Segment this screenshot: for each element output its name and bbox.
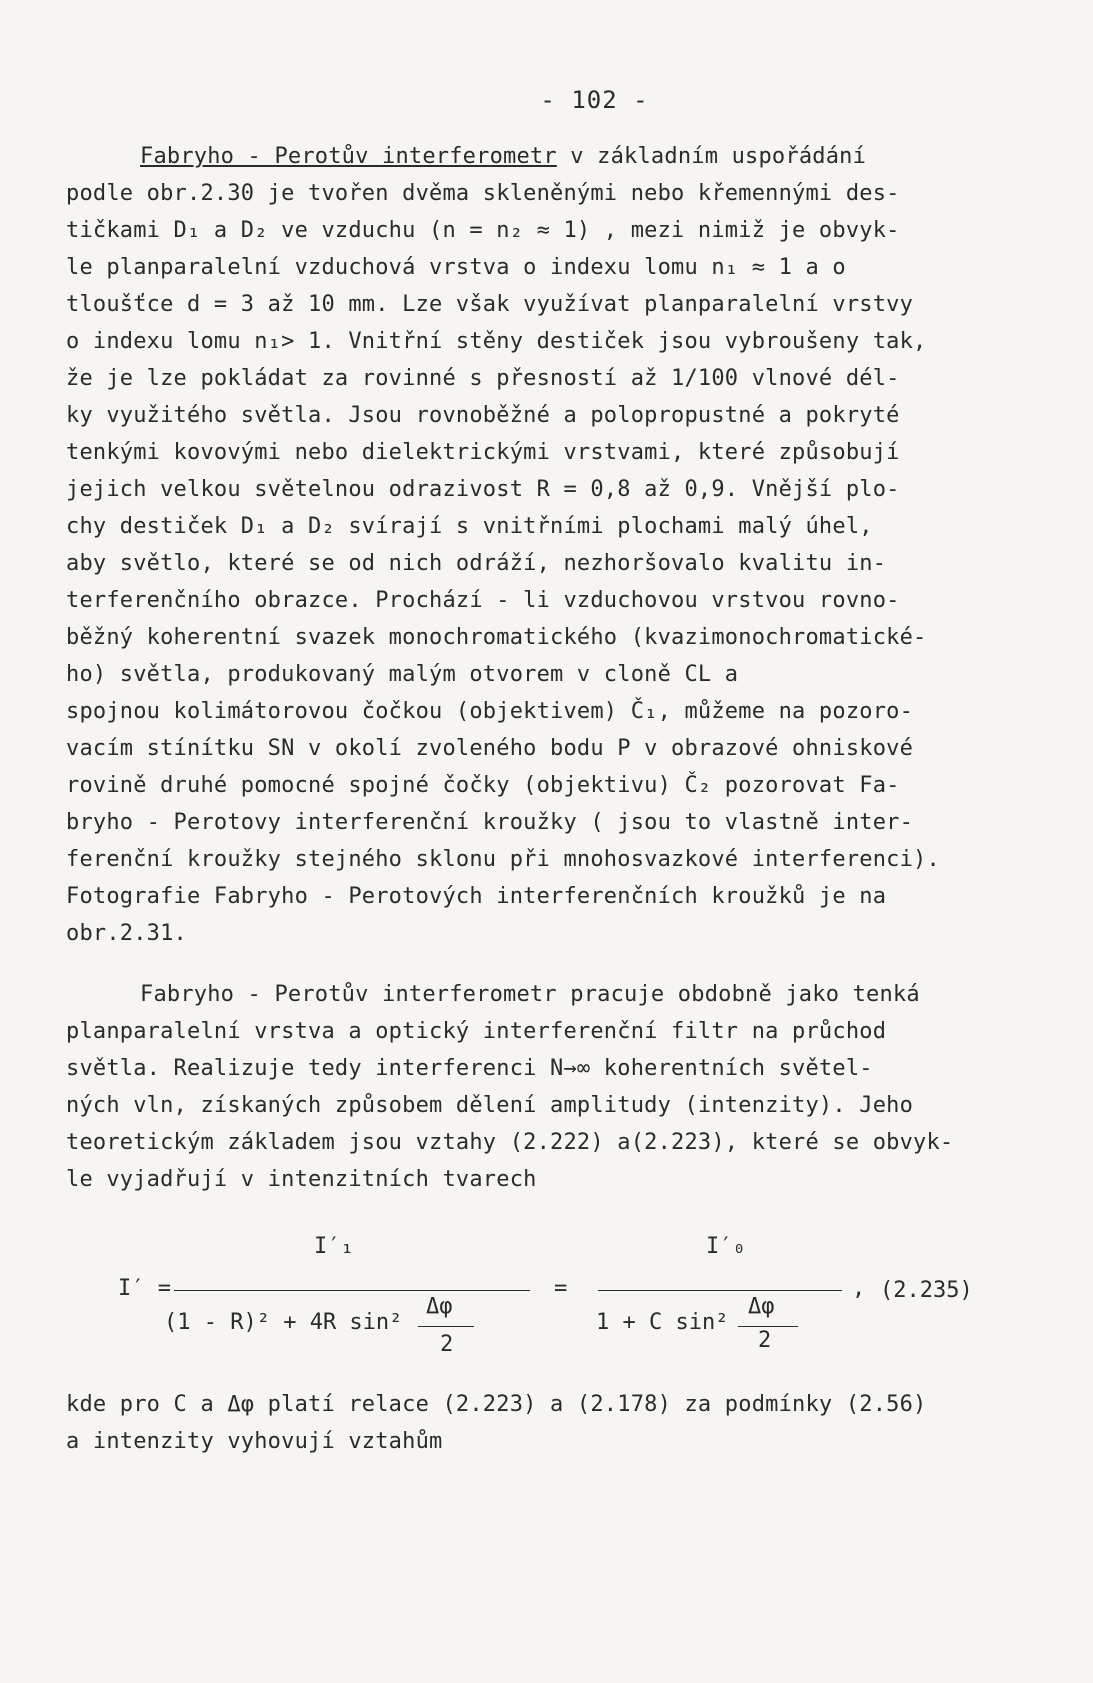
text-line: kde pro C a Δφ platí relace (2.223) a (2.178) za podmínky (2.56) bbox=[66, 1392, 927, 1417]
term-fabry-perot: Fabryho - Perotův interferometr bbox=[140, 144, 557, 169]
text-line: ferenční kroužky stejného sklonu při mnohosvazkové interferenci). bbox=[66, 847, 940, 872]
fraction-1-denominator: (1 - R)² + 4R sin² bbox=[164, 1310, 403, 1335]
equation-comma: , bbox=[852, 1276, 866, 1301]
text-line: le planparalelní vzduchová vrstva o indexu lomu n₁ ≈ 1 a o bbox=[66, 255, 846, 280]
text-line: teoretickým základem jsou vztahy (2.222) a(2.223), které se obvyk- bbox=[66, 1130, 954, 1155]
text-line: chy destiček D₁ a D₂ svírají s vnitřními plochami malý úhel, bbox=[66, 514, 873, 539]
equals-sign: = bbox=[554, 1276, 568, 1301]
inner-fraction-1-numerator: Δφ bbox=[426, 1294, 453, 1319]
paragraph-3 bbox=[66, 1386, 1033, 1460]
text-line: ky využitého světla. Jsou rovnoběžné a polopropustné a pokryté bbox=[66, 403, 900, 428]
text-line: že je lze pokládat za rovinné s přesností až 1/100 vlnové dél- bbox=[66, 366, 900, 391]
lead-rest: v základním uspořádání bbox=[556, 144, 867, 169]
text-line: světla. Realizuje tedy interferenci N→∞ koherentních světel- bbox=[66, 1056, 873, 1081]
text-line: a intenzity vyhovují vztahům bbox=[66, 1429, 443, 1454]
inner-fraction-2-numerator: Δφ bbox=[748, 1294, 775, 1319]
page-number: - 102 - bbox=[540, 86, 649, 114]
fraction-2-bar bbox=[598, 1290, 842, 1291]
text-line: o indexu lomu n₁> 1. Vnitřní stěny destiček jsou vybroušeny tak, bbox=[66, 329, 927, 354]
text-line: aby světlo, které se od nich odráží, nezhoršovalo kvalitu in- bbox=[66, 551, 887, 576]
text-line: spojnou kolimátorovou čočkou (objektivem) Č₁, můžeme na pozoro- bbox=[66, 699, 914, 724]
text-line: Fotografie Fabryho - Perotových interferenčních kroužků je na bbox=[66, 884, 887, 909]
paragraph-2 bbox=[66, 976, 1033, 1198]
text-line: ných vln, získaných způsobem dělení amplitudy (intenzity). Jeho bbox=[66, 1093, 914, 1118]
text-line: jejich velkou světelnou odrazivost R = 0,8 až 0,9. Vnější plo- bbox=[66, 477, 900, 502]
paragraph-1-first-line bbox=[66, 138, 1033, 175]
fraction-1-bar bbox=[174, 1290, 530, 1291]
equation-lhs: I′ = bbox=[118, 1276, 171, 1301]
text-line: podle obr.2.30 je tvořen dvěma skleněnými nebo křemennými des- bbox=[66, 181, 900, 206]
text-line: rovině druhé pomocné spojné čočky (objektivu) Č₂ pozorovat Fa- bbox=[66, 773, 900, 798]
text-line: Fabryho - Perotův interferometr pracuje obdobně jako tenká bbox=[140, 982, 920, 1007]
text-line: běžný koherentní svazek monochromatického (kvazimonochromatické- bbox=[66, 625, 927, 650]
text-line: tičkami D₁ a D₂ ve vzduchu (n = n₂ ≈ 1) , mezi nimiž je obvyk- bbox=[66, 218, 900, 243]
text-line: tenkými kovovými nebo dielektrickými vrstvami, které způsobují bbox=[66, 440, 900, 465]
paragraph-1 bbox=[66, 138, 1033, 952]
text-line: planparalelní vrstva a optický interferenční filtr na průchod bbox=[66, 1019, 887, 1044]
inner-fraction-2-denominator: 2 bbox=[758, 1328, 772, 1353]
text-line: obr.2.31. bbox=[66, 921, 188, 946]
equation-2-235 bbox=[66, 1220, 1033, 1380]
fraction-1-numerator: I′₁ bbox=[314, 1234, 354, 1259]
inner-fraction-2-bar bbox=[738, 1326, 798, 1327]
fraction-2-numerator: I′₀ bbox=[706, 1234, 746, 1259]
equation-number: (2.235) bbox=[880, 1278, 973, 1303]
text-line: terferenčního obrazce. Prochází - li vzduchovou vrstvou rovno- bbox=[66, 588, 900, 613]
text-line: tloušťce d = 3 až 10 mm. Lze však využívat planparalelní vrstvy bbox=[66, 292, 914, 317]
inner-fraction-1-bar bbox=[418, 1326, 474, 1327]
text-line: bryho - Perotovy interferenční kroužky ( jsou to vlastně inter- bbox=[66, 810, 914, 835]
fraction-2-denominator: 1 + C sin² bbox=[596, 1310, 729, 1335]
text-line: ho) světla, produkovaný malým otvorem v cloně CL a bbox=[66, 662, 739, 687]
inner-fraction-1-denominator: 2 bbox=[440, 1332, 454, 1357]
text-line: le vyjadřují v intenzitních tvarech bbox=[66, 1167, 537, 1192]
text-line: vacím stínítku SN v okolí zvoleného bodu P v obrazové ohniskové bbox=[66, 736, 914, 761]
